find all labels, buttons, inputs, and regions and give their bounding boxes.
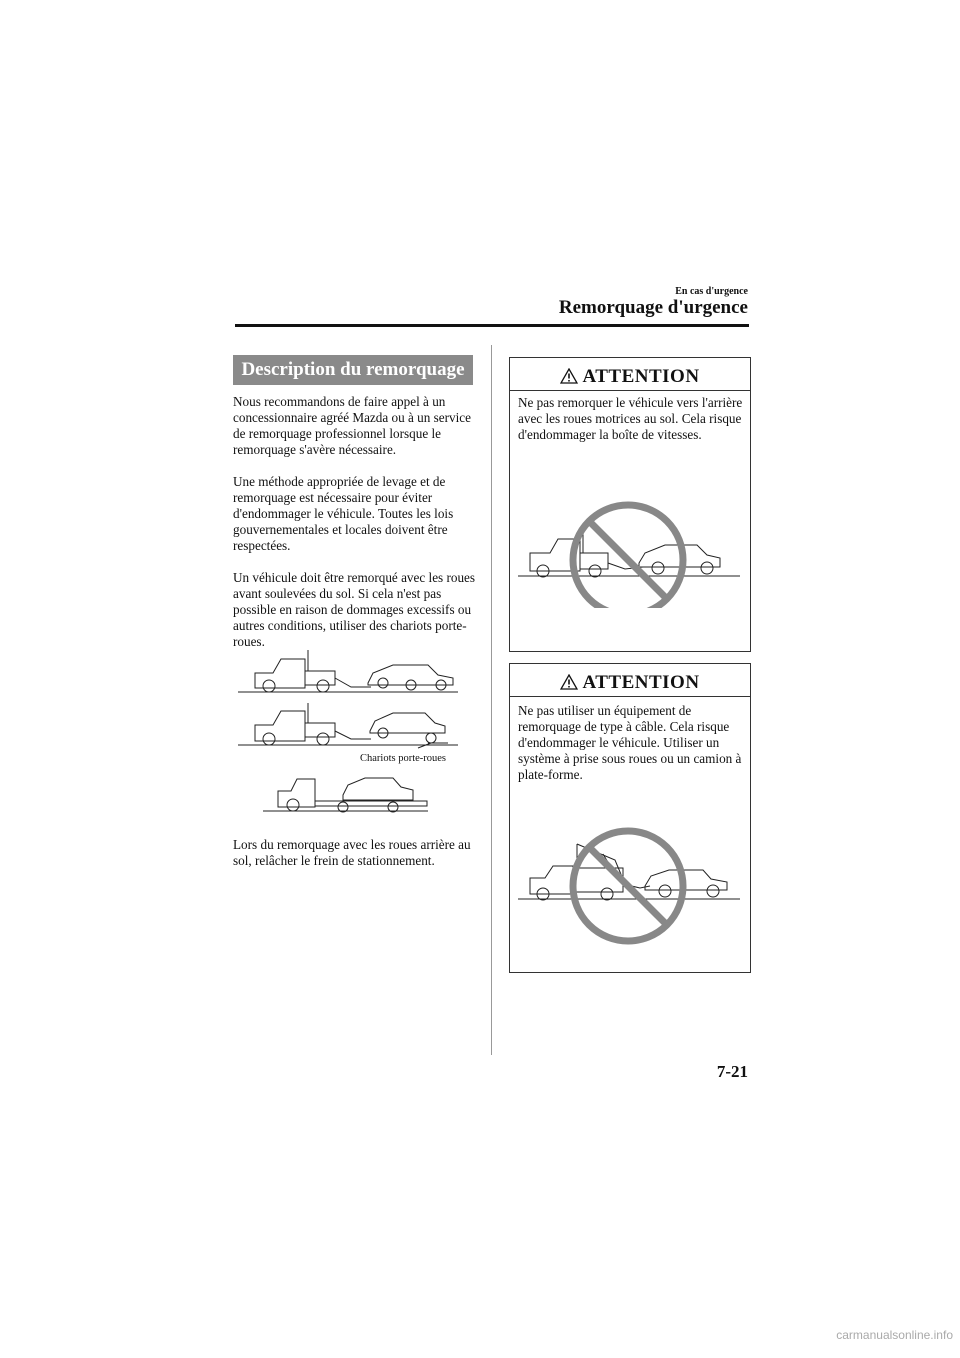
warning-triangle-icon <box>560 368 578 384</box>
footer-watermark: carmanualsonline.info <box>836 1328 953 1342</box>
prohibition-icon <box>573 831 683 941</box>
paragraph-1: Nous recommandons de faire appel à un concessionnaire agréé Mazda ou à un service de remorquage professionnel lorsque le remorquage s'avère nécessaire. <box>233 394 471 457</box>
section-heading: Description du remorquage <box>233 355 473 385</box>
chapter-title: En cas d'urgence <box>675 286 748 297</box>
caution-rule-2 <box>510 696 750 697</box>
car-icon <box>368 665 453 690</box>
caution-title-text-1: ATTENTION <box>582 366 700 387</box>
caution-box-1 <box>509 357 751 652</box>
backward-tow-illustration <box>515 493 745 608</box>
warning-triangle-icon <box>560 674 578 690</box>
caution-rule-1 <box>510 390 750 391</box>
caution-text-2: Ne pas utiliser un équipement de remorquage de type à câble. Cela risque d'endommager le véhicule. Utiliser un système à prise sous roues ou un camion à plate-forme. <box>518 703 742 782</box>
caution-box-2 <box>509 663 751 973</box>
paragraph-4: Lors du remorquage avec les roues arrière au sol, relâcher le frein de stationnement. <box>233 837 471 868</box>
section-title: Remorquage d'urgence <box>558 297 748 318</box>
prohibition-icon <box>573 505 683 608</box>
cable-tow-illustration <box>515 824 745 949</box>
caution-title-2 <box>510 672 750 694</box>
caution-title-text-2: ATTENTION <box>582 672 700 693</box>
header-rule <box>235 324 749 327</box>
paragraph-3: Un véhicule doit être remorqué avec les roues avant soulevées du sol. Si cela n'est pas possible en raison de dommages excessifs ou autres conditions, utiliser des chariots porte-roues. <box>233 570 476 649</box>
towing-methods-illustration <box>233 645 478 825</box>
caution-text-1: Ne pas remorquer le véhicule vers l'arrière avec les roues motrices au sol. Cela risque d'endommager la boîte de vitesses. <box>518 395 743 442</box>
figure-caption: Chariots porte-roues <box>360 753 447 764</box>
caution-title-1 <box>510 366 750 388</box>
column-divider <box>491 345 492 1055</box>
page-number: 7-21 <box>716 1062 748 1081</box>
paragraph-2: Une méthode appropriée de levage et de remorquage est nécessaire pour éviter d'endommager le véhicule. Toutes les lois gouvernementales et locales doivent être respectées. <box>233 474 454 553</box>
tow-truck-icon <box>238 650 458 692</box>
